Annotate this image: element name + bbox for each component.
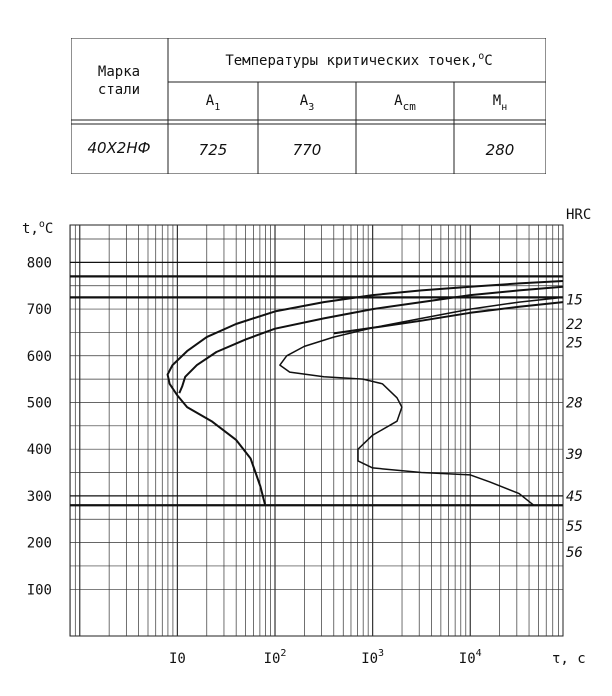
point-a3-header: $А_3$ bbox=[299, 93, 315, 113]
hrc-value: 22 bbox=[566, 317, 583, 334]
mn-value: 280 bbox=[485, 141, 515, 159]
y-tick-label: 700 bbox=[26, 302, 52, 319]
point-mn-header: $М_н$ bbox=[492, 93, 508, 113]
y-tick-label: 600 bbox=[26, 348, 52, 365]
x-tick-label: I0 bbox=[168, 651, 186, 667]
x-tick-label: $I0^3$ bbox=[361, 648, 385, 667]
steel-grade-value: 40Х2НФ bbox=[87, 139, 151, 157]
hrc-axis-title: HRC bbox=[566, 207, 592, 223]
y-axis-title: t,$^о$С bbox=[22, 219, 54, 237]
y-tick-label: 200 bbox=[26, 535, 52, 552]
bainite-curve-1-line bbox=[280, 297, 563, 505]
hrc-value: 25 bbox=[566, 335, 583, 352]
hrc-value: 55 bbox=[566, 519, 583, 536]
point-acm-header: $А_{cm}$ bbox=[394, 93, 416, 113]
critical-temps-header: Температуры критических точек,$^о$С bbox=[225, 51, 493, 69]
transformation-curves bbox=[168, 281, 563, 505]
header-degree: о bbox=[478, 51, 485, 62]
x-tick-label: $I0^2$ bbox=[263, 648, 287, 667]
hrc-value: 15 bbox=[566, 292, 583, 309]
x-axis-title: τ, с bbox=[552, 651, 586, 667]
y-tick-label: 500 bbox=[26, 395, 52, 412]
pearlite-start-line bbox=[168, 281, 563, 505]
y-tick-label: 800 bbox=[26, 255, 52, 272]
steel-grade-header-line2: стали bbox=[97, 82, 141, 98]
log-grid bbox=[70, 225, 563, 636]
hrc-value: 45 bbox=[566, 488, 583, 505]
point-a1-header: $А_1$ bbox=[205, 93, 221, 113]
y-tick-label: I00 bbox=[26, 582, 52, 599]
hrc-value: 28 bbox=[566, 395, 583, 412]
steel-grade-header-line1: Марка bbox=[97, 64, 141, 80]
y-tick-label: 400 bbox=[26, 442, 52, 459]
hrc-value: 39 bbox=[566, 446, 583, 463]
a1-value: 725 bbox=[198, 141, 228, 159]
a3-value: 770 bbox=[292, 141, 322, 159]
pearlite-end-line bbox=[179, 287, 563, 393]
hrc-value: 56 bbox=[566, 544, 583, 561]
y-tick-label: 300 bbox=[26, 488, 52, 505]
plot-frame bbox=[70, 225, 563, 636]
critical-lines bbox=[70, 262, 563, 505]
x-tick-label: $I0^4$ bbox=[458, 648, 482, 667]
